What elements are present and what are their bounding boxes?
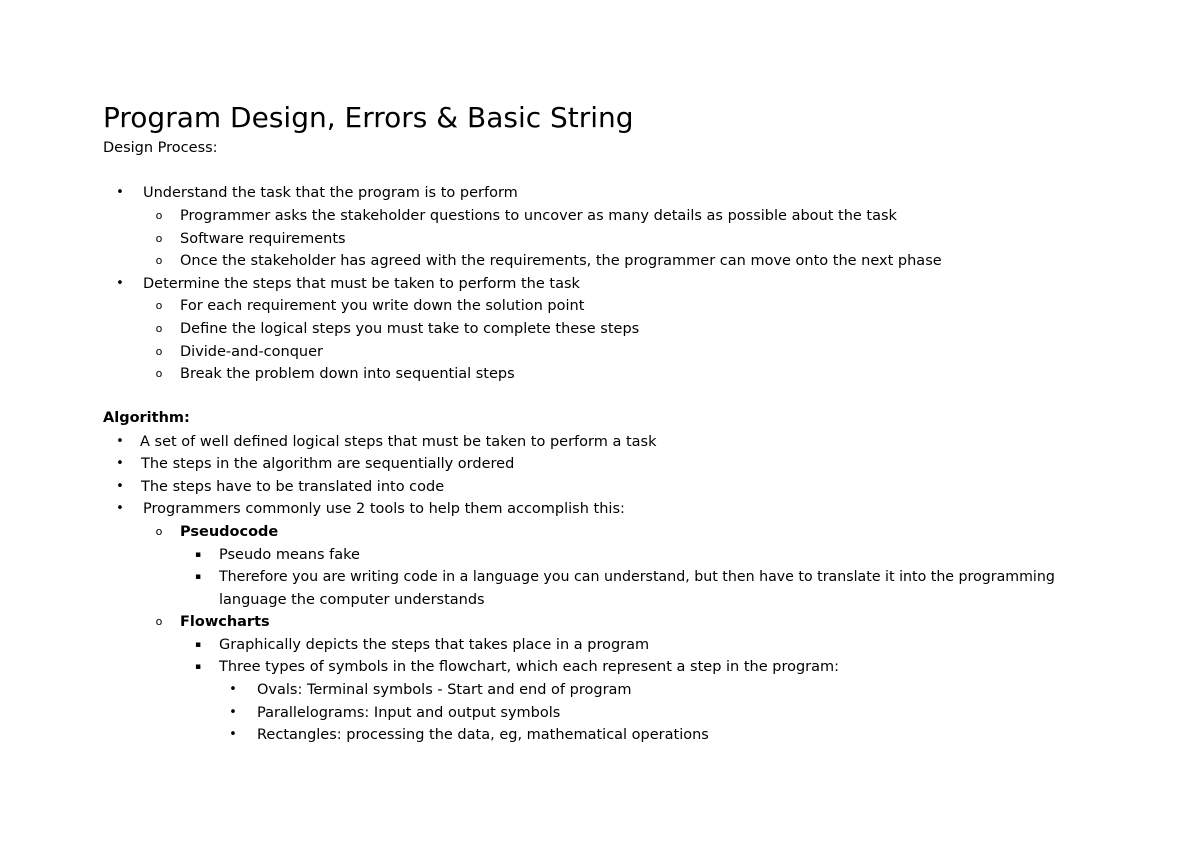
bullet-icon: • [229,727,237,742]
bullet-icon: • [116,434,124,449]
bullet-icon: • [229,682,237,697]
square-bullet-icon: ▪ [194,572,202,582]
document-title: Program Design, Errors & Basic String [103,101,634,134]
square-bullet-icon: ▪ [194,550,202,560]
bullet-icon: • [116,456,124,471]
square-bullet-icon: ▪ [194,640,202,650]
circle-bullet-icon: o [155,209,163,222]
circle-bullet-icon: o [155,232,163,245]
bullet-icon: • [116,479,124,494]
circle-bullet-icon: o [155,254,163,267]
circle-bullet-icon: o [155,367,163,380]
circle-bullet-icon: o [155,299,163,312]
bullet-icon: • [116,276,124,291]
circle-bullet-icon: o [155,525,163,538]
document-page: Program Design, Errors & Basic String Design Process: • Understand the task that the program is to perform o Programmer asks the stakeholder questions to uncover as many details as possible about the task o Software requirements o Once the stakeholder has agreed with the requirements, the programmer can move onto the next phase • Determine the steps that must be taken to perform the task o For each requirement you write down the solution point o Define the logical steps you must take to complete these steps o Divide-and-conquer o Break the problem down into sequential steps Algorithm: • A set of well defined logical steps that must be taken to perform a task • The steps in the algorithm are sequentially ordered • The steps have to be translated into code • Programmers commonly use 2 tools to help them accomplish this: o Pseudocode ▪ Pseudo means fake ▪ Therefore you are writing code in a language you can understand, but then have to translate it into the programming language the computer understands o Flowcharts ▪ Graphically depicts the steps that takes place in a program ▪ Three types of symbols in the flowchart, which each represent a step in the program: • Ovals: Terminal symbols - Start and end of program • Parallelograms: Input and output symbols • Rectangles: processing the data, eg, mathematical operations [0,0,1200,848]
circle-bullet-icon: o [155,615,163,628]
design-process-heading: Design Process: [103,140,218,156]
bullet-icon: • [116,501,124,516]
bullet-icon: • [116,185,124,200]
circle-bullet-icon: o [155,345,163,358]
bullet-icon: • [229,705,237,720]
square-bullet-icon: ▪ [194,662,202,672]
algorithm-heading: Algorithm: [103,410,190,426]
circle-bullet-icon: o [155,322,163,335]
